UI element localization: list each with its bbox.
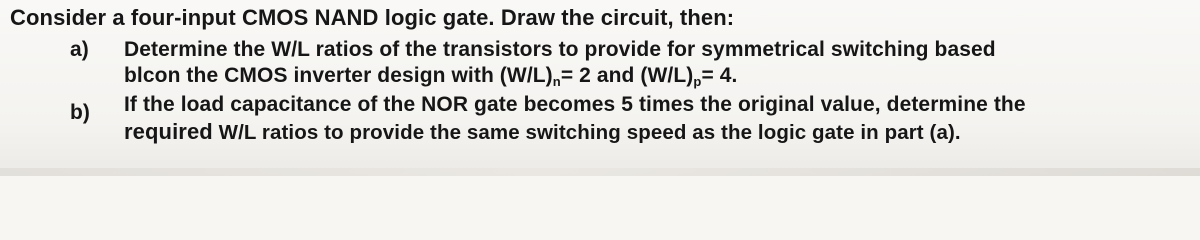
part-a-line-2 [124, 64, 737, 90]
part-a-line-2-mid: = 2 and (W/L) [560, 64, 694, 87]
part-b-line-1: If the load capacitance of the NOR gate becomes 5 times the original value, determine the [124, 93, 1026, 116]
subscript-n: n [552, 74, 561, 89]
part-a-line-1: Determine the W/L ratios of the transistors to provide for symmetrical switching based [124, 38, 996, 61]
part-a-line-2-prefix: blcon the CMOS inverter design with (W/L) [124, 64, 553, 87]
part-a-label: a) [70, 38, 89, 61]
part-b-line-2 [124, 120, 961, 145]
part-a-line-2-suffix: = 4. [701, 64, 738, 87]
problem-intro: Consider a four-input CMOS NAND logic gate. Draw the circuit, then: [10, 5, 735, 30]
part-b-line-2-rest: W/L ratios to provide the same switching speed as the logic gate in part (a). [212, 121, 961, 144]
scan-bottom-band [0, 168, 1200, 176]
subscript-p: p [693, 74, 702, 89]
part-b-label: b) [70, 101, 91, 124]
part-b-required-word: required [124, 119, 213, 144]
faint-page-mark [1160, 144, 1180, 168]
